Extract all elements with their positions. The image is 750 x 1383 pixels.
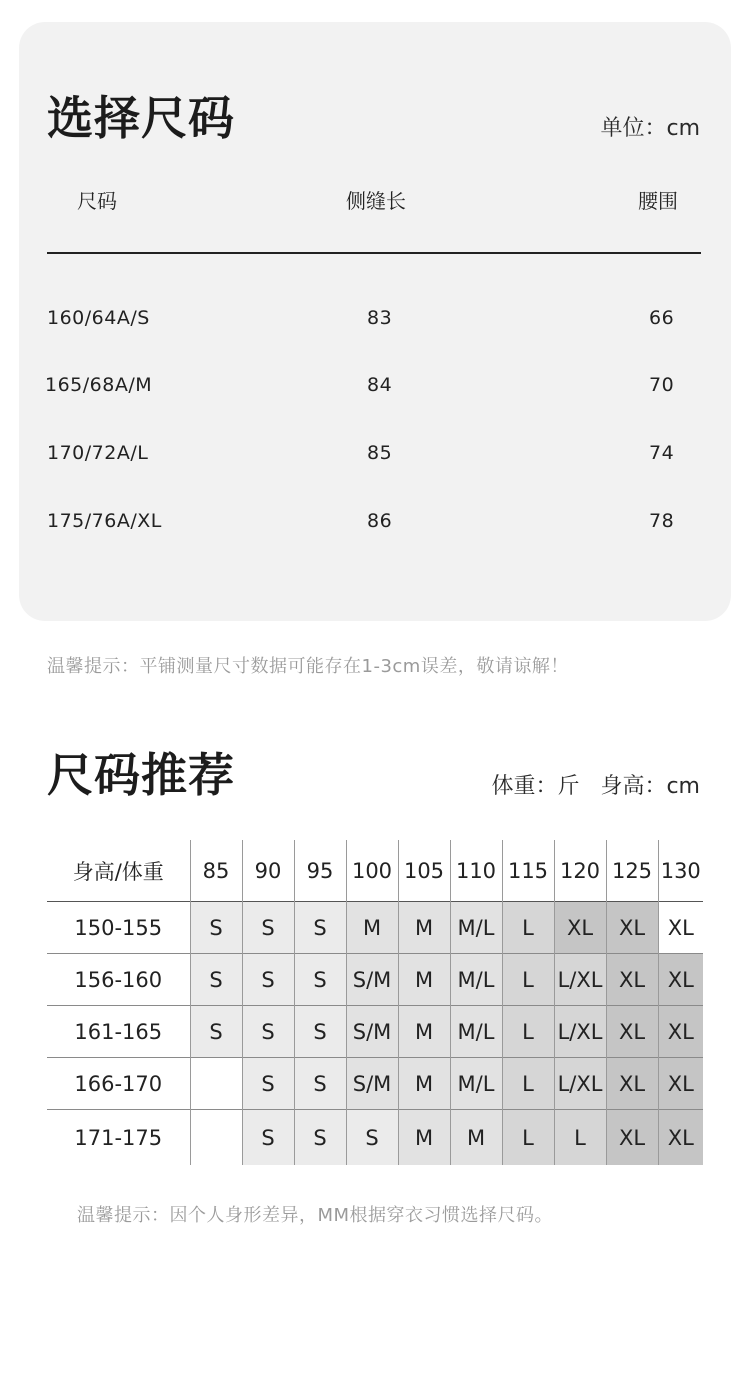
table-row — [47, 954, 703, 1006]
size-cell: XL — [606, 1006, 658, 1058]
size-cell: S — [242, 1110, 294, 1166]
col-header-waist: 腰围 — [638, 189, 678, 213]
size-cell: S — [346, 1110, 398, 1166]
waist-value: 74 — [649, 442, 675, 464]
weight-header: 120 — [554, 840, 606, 902]
size-cell: L — [502, 1058, 554, 1110]
size-cell: S — [294, 1110, 346, 1166]
weight-header: 105 — [398, 840, 450, 902]
side-seam-value: 85 — [367, 442, 393, 464]
size-cell: S/M — [346, 954, 398, 1006]
size-cell: M/L — [450, 1058, 502, 1110]
size-cell: XL — [606, 954, 658, 1006]
weight-header: 115 — [502, 840, 554, 902]
size-cell: L — [502, 902, 554, 954]
side-seam-value: 83 — [367, 307, 393, 329]
weight-header: 85 — [190, 840, 242, 902]
side-seam-value: 84 — [367, 374, 393, 396]
size-cell: XL — [606, 1110, 658, 1166]
size-cell: XL — [658, 954, 703, 1006]
size-cell: L/XL — [554, 1058, 606, 1110]
size-cell: S — [242, 1006, 294, 1058]
size-cell: S — [294, 1006, 346, 1058]
size-cell: M — [398, 954, 450, 1006]
size-cell: S — [242, 1058, 294, 1110]
size-cell: L — [502, 954, 554, 1006]
size-cell: XL — [606, 1058, 658, 1110]
size-cell: M/L — [450, 954, 502, 1006]
weight-header: 95 — [294, 840, 346, 902]
size-cell: XL — [658, 1110, 703, 1166]
size-recommend-table — [47, 840, 703, 1165]
weight-header: 90 — [242, 840, 294, 902]
recommend-unit: 体重：斤 身高：cm — [491, 774, 700, 799]
waist-value: 78 — [649, 510, 675, 532]
size-cell: XL — [658, 1006, 703, 1058]
size-cell: L — [502, 1110, 554, 1166]
weight-header: 110 — [450, 840, 502, 902]
size-row — [0, 370, 750, 400]
waist-value: 70 — [649, 374, 675, 396]
size-cell: S — [294, 902, 346, 954]
size-cell: XL — [658, 902, 703, 954]
size-cell: S — [294, 954, 346, 1006]
size-cell: S/M — [346, 1058, 398, 1110]
height-range: 150-155 — [47, 902, 190, 954]
size-value: 175/76A/XL — [47, 510, 162, 532]
size-cell — [190, 1058, 242, 1110]
size-cell: M/L — [450, 1006, 502, 1058]
size-cell: M — [450, 1110, 502, 1166]
size-cell: M — [346, 902, 398, 954]
size-row — [0, 438, 750, 468]
height-range: 171-175 — [47, 1110, 190, 1166]
size-cell: M — [398, 1058, 450, 1110]
size-row — [0, 303, 750, 333]
size-cell: S — [190, 954, 242, 1006]
recommend-title: 尺码推荐 — [47, 748, 235, 802]
size-cell: L/XL — [554, 954, 606, 1006]
size-cell: S/M — [346, 1006, 398, 1058]
size-cell: S — [242, 902, 294, 954]
size-cell: L — [502, 1006, 554, 1058]
size-cell — [190, 1110, 242, 1166]
col-header-size: 尺码 — [77, 189, 117, 213]
size-cell: M — [398, 902, 450, 954]
size-cell: XL — [606, 902, 658, 954]
size-chart-title: 选择尺码 — [47, 91, 235, 145]
height-range: 161-165 — [47, 1006, 190, 1058]
size-cell: M/L — [450, 902, 502, 954]
size-cell: L — [554, 1110, 606, 1166]
size-cell: S — [242, 954, 294, 1006]
size-cell: L/XL — [554, 1006, 606, 1058]
table-row — [47, 1058, 703, 1110]
side-seam-value: 86 — [367, 510, 393, 532]
fit-tip: 温馨提示：因个人身形差异，MM根据穿衣习惯选择尺码。 — [77, 1205, 554, 1226]
size-cell: S — [190, 1006, 242, 1058]
size-row — [0, 506, 750, 536]
weight-header-row — [47, 840, 703, 902]
size-cell: XL — [658, 1058, 703, 1110]
weight-header: 125 — [606, 840, 658, 902]
weight-header: 130 — [658, 840, 703, 902]
waist-value: 66 — [649, 307, 675, 329]
header-divider — [47, 252, 701, 254]
size-cell: XL — [554, 902, 606, 954]
size-chart-unit: 单位：cm — [600, 116, 700, 141]
size-cell: M — [398, 1006, 450, 1058]
size-cell: S — [190, 902, 242, 954]
col-header-side-seam: 侧缝长 — [346, 189, 406, 213]
corner-header: 身高/体重 — [47, 840, 190, 902]
size-value: 165/68A/M — [45, 374, 153, 396]
size-value: 160/64A/S — [47, 307, 150, 329]
weight-header: 100 — [346, 840, 398, 902]
size-cell: S — [294, 1058, 346, 1110]
size-cell: M — [398, 1110, 450, 1166]
table-row — [47, 1110, 703, 1166]
height-range: 166-170 — [47, 1058, 190, 1110]
height-range: 156-160 — [47, 954, 190, 1006]
table-row — [47, 902, 703, 954]
size-value: 170/72A/L — [47, 442, 149, 464]
measurement-tip: 温馨提示：平铺测量尺寸数据可能存在1-3cm误差，敬请谅解！ — [47, 656, 569, 677]
table-row — [47, 1006, 703, 1058]
